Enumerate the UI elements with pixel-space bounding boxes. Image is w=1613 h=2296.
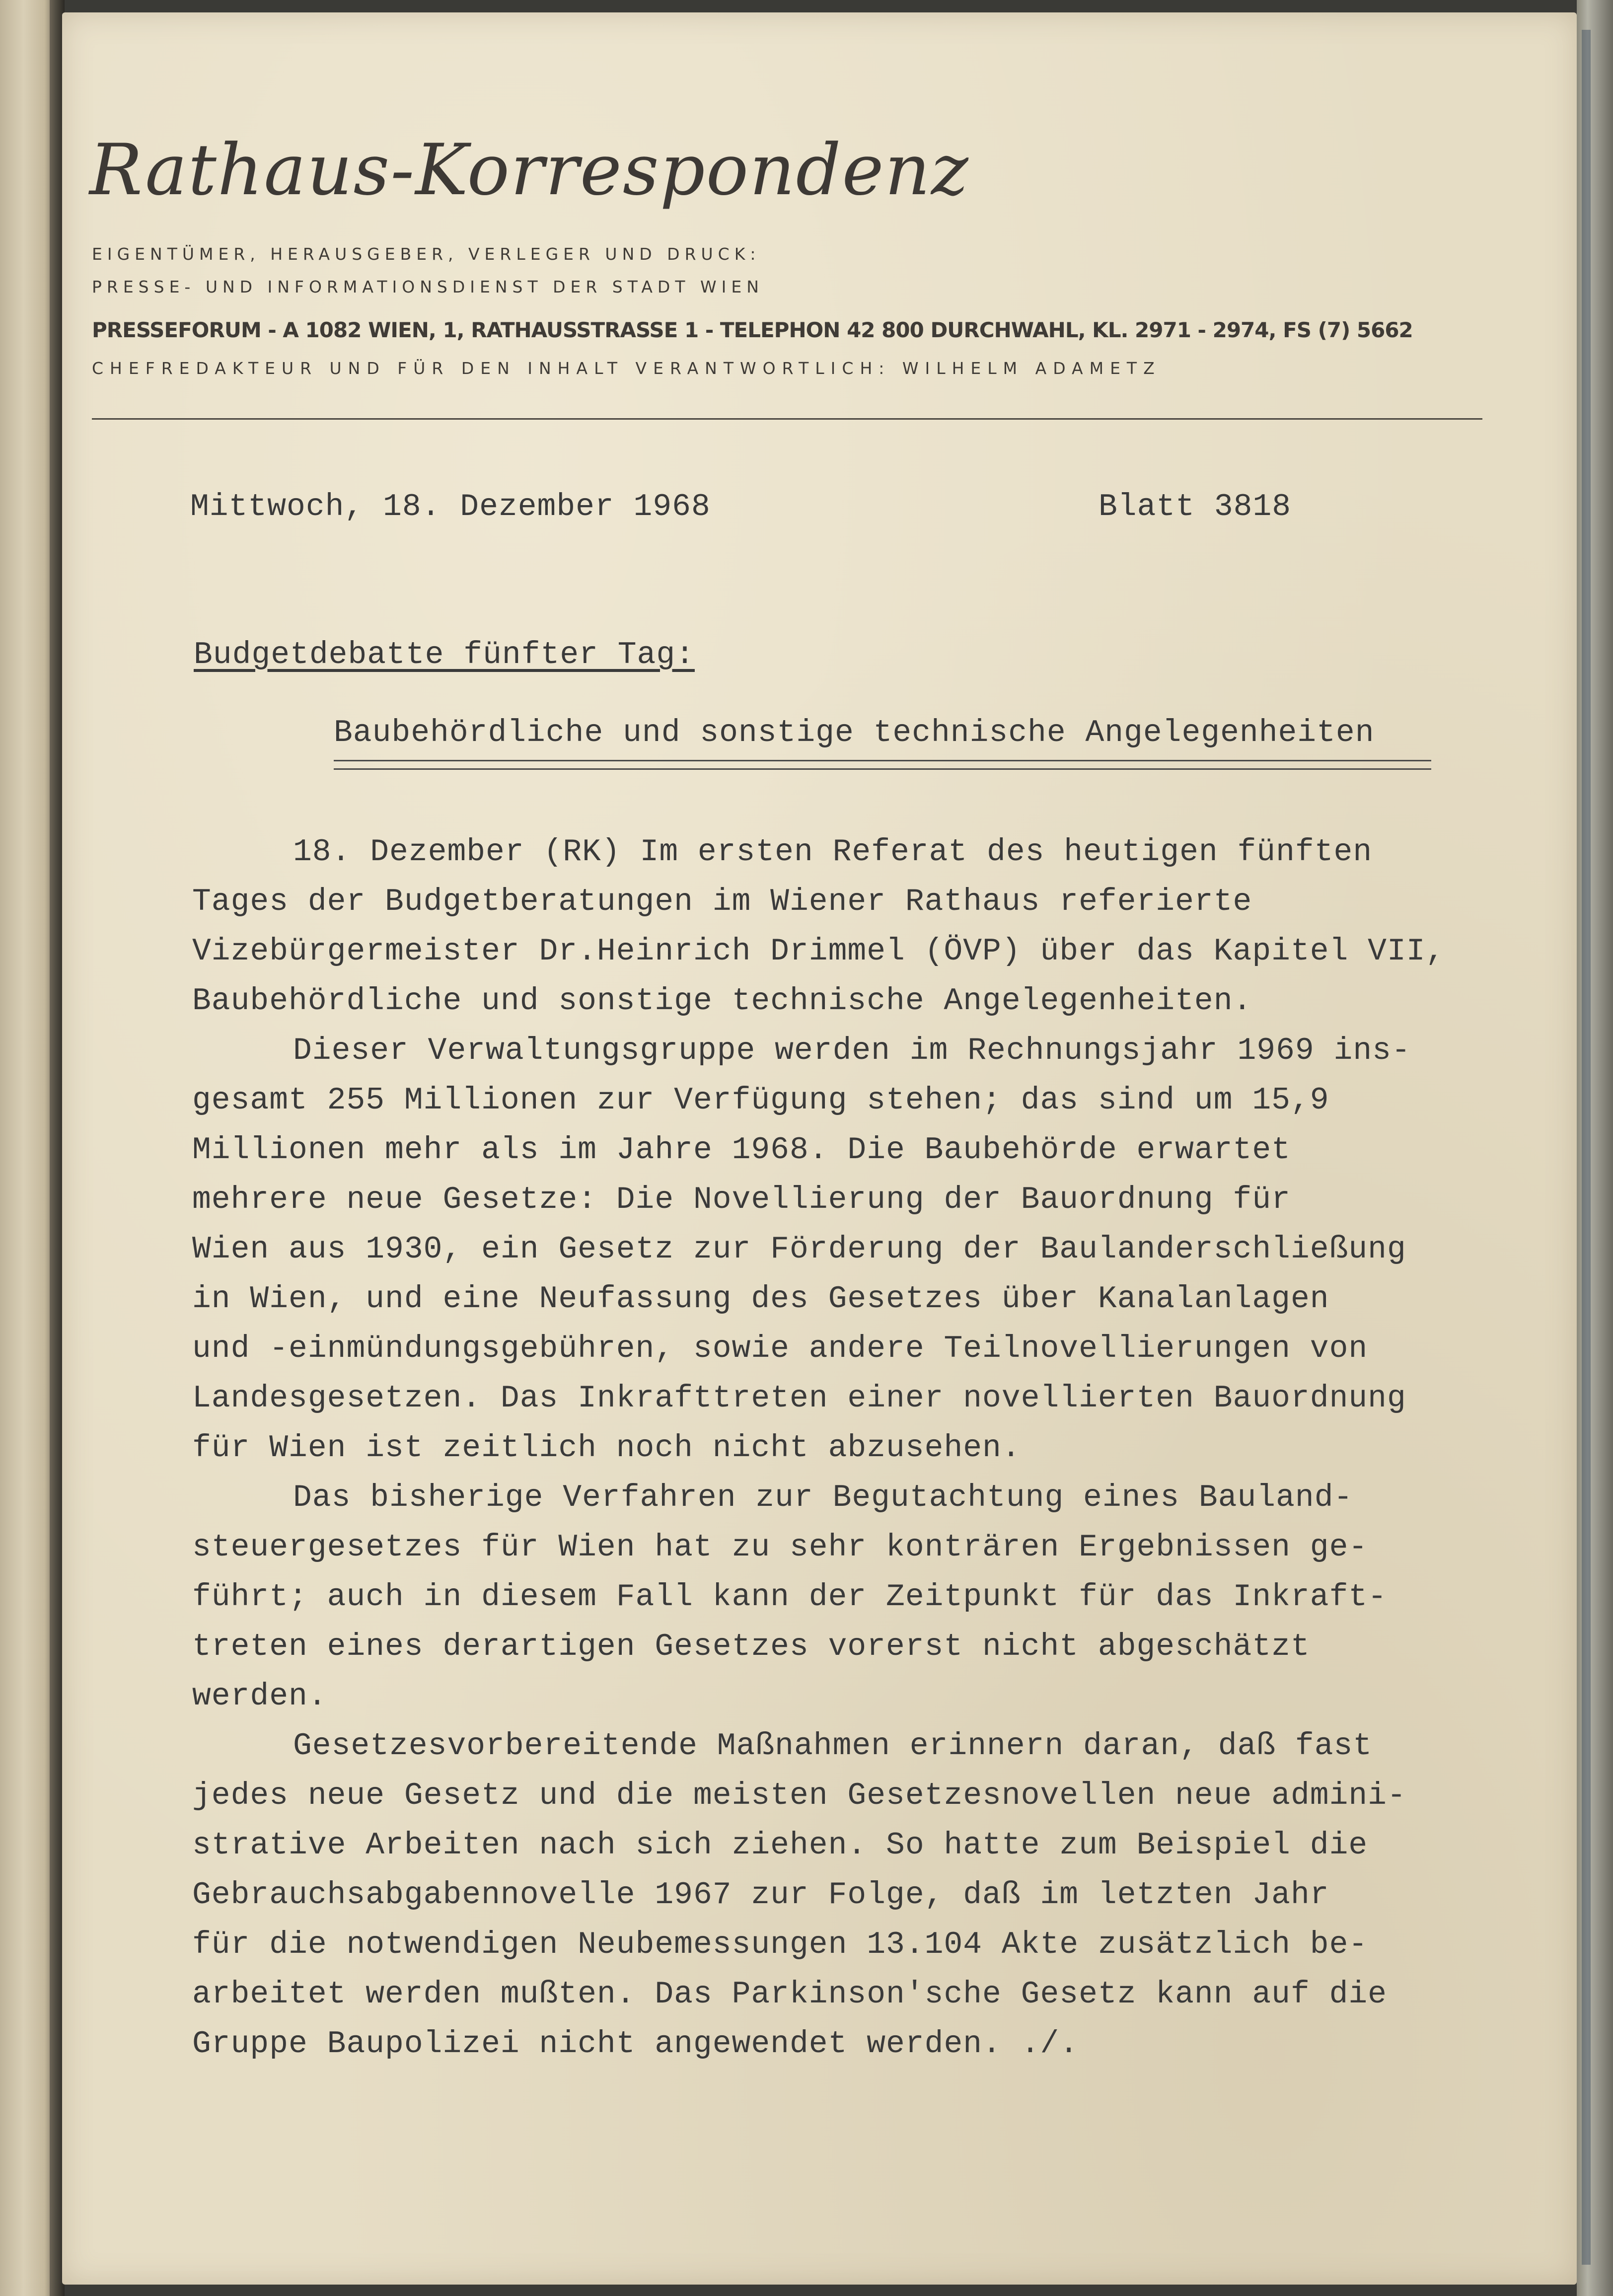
masthead-title: Rathaus-Korrespondenz: [89, 129, 969, 211]
body-line: Dieser Verwaltungsgruppe werden im Rechnungsjahr 1969 ins-: [293, 1033, 1411, 1068]
body-line: Wien aus 1930, ein Gesetz zur Förderung der Baulanderschließung: [192, 1232, 1406, 1267]
date-line: Mittwoch, 18. Dezember 1968: [190, 489, 711, 524]
body-line: jedes neue Gesetz und die meisten Gesetzesnovellen neue admini-: [192, 1778, 1406, 1813]
body-line: werden.: [192, 1679, 327, 1714]
body-line: Tages der Budgetberatungen im Wiener Rathaus referierte: [192, 884, 1252, 919]
body-line: mehrere neue Gesetze: Die Novellierung der Bauordnung für: [192, 1182, 1291, 1217]
right-binding-edge: [1577, 0, 1613, 2296]
body-line: 18. Dezember (RK) Im ersten Referat des heutigen fünften: [293, 834, 1373, 870]
body-line: Gruppe Baupolizei nicht angewendet werden. ./.: [192, 2026, 1079, 2062]
article-heading: Budgetdebatte fünfter Tag:: [194, 637, 695, 672]
body-line: strative Arbeiten nach sich ziehen. So hatte zum Beispiel die: [192, 1828, 1368, 1863]
body-line: und -einmündungsgebühren, sowie andere Teilnovellierungen von: [192, 1331, 1368, 1366]
body-line: treten eines derartigen Gesetzes vorerst nicht abgeschätzt: [192, 1629, 1310, 1664]
body-line: in Wien, und eine Neufassung des Gesetzes über Kanalanlagen: [192, 1281, 1329, 1317]
body-line: Vizebürgermeister Dr.Heinrich Drimmel (ÖVP) über das Kapitel VII,: [192, 934, 1445, 969]
body-line: gesamt 255 Millionen zur Verfügung stehen; das sind um 15,9: [192, 1083, 1329, 1118]
body-line: für die notwendigen Neubemessungen 13.104 Akte zusätzlich be-: [192, 1927, 1368, 1962]
masthead-publisher-line: EIGENTÜMER, HERAUSGEBER, VERLEGER UND DRUCK:: [92, 244, 761, 264]
masthead-rule: [92, 418, 1482, 420]
body-line: Gesetzesvorbereitende Maßnahmen erinnern daran, daß fast: [293, 1728, 1373, 1764]
body-line: für Wien ist zeitlich noch nicht abzusehen.: [192, 1430, 1021, 1466]
body-line: Das bisherige Verfahren zur Begutachtung eines Bauland-: [293, 1480, 1353, 1515]
body-line: führt; auch in diesem Fall kann der Zeitpunkt für das Inkraft-: [192, 1579, 1387, 1615]
body-line: steuergesetzes für Wien hat zu sehr konträren Ergebnissen ge-: [192, 1530, 1368, 1565]
body-line: Millionen mehr als im Jahre 1968. Die Baubehörde erwartet: [192, 1132, 1291, 1168]
page-number: Blatt 3818: [1099, 489, 1292, 524]
body-line: Landesgesetzen. Das Inkrafttreten einer novellierten Bauordnung: [192, 1381, 1406, 1416]
body-line: Gebrauchsabgabennovelle 1967 zur Folge, daß im letzten Jahr: [192, 1877, 1329, 1913]
masthead-editor-line: CHEFREDAKTEUR UND FÜR DEN INHALT VERANTWORTLICH: WILHELM ADAMETZ: [92, 359, 1161, 378]
article-subheading: Baubehördliche und sonstige technische Angelegenheiten: [334, 715, 1375, 750]
body-line: arbeitet werden mußten. Das Parkinson'sche Gesetz kann auf die: [192, 1977, 1387, 2012]
body-line: Baubehördliche und sonstige technische Angelegenheiten.: [192, 983, 1252, 1019]
masthead-service-line: PRESSE- UND INFORMATIONSDIENST DER STADT WIEN: [92, 277, 764, 296]
masthead-address-line: PRESSEFORUM - A 1082 WIEN, 1, RATHAUSSTRASSE 1 - TELEPHON 42 800 DURCHWAHL, KL. 2971 - 2974, FS (7) 5662: [92, 318, 1413, 342]
subheading-double-rule: [334, 760, 1431, 770]
